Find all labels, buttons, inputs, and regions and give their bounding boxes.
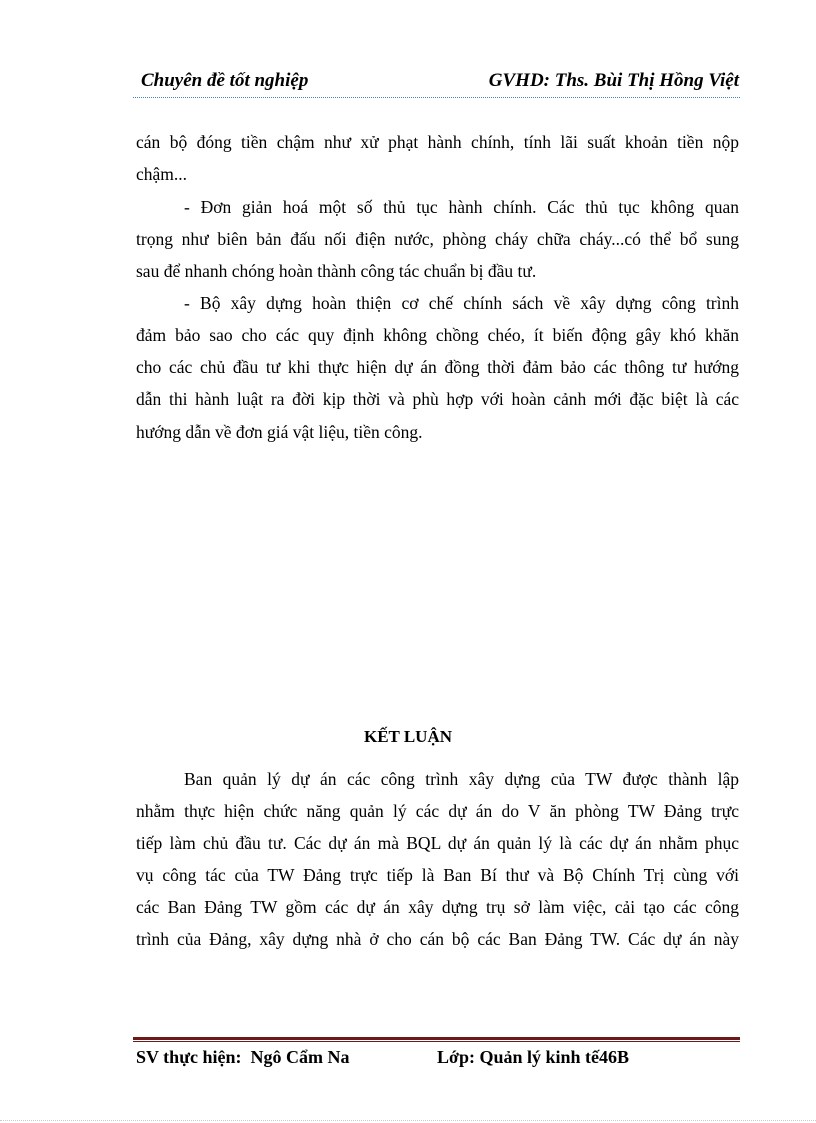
- body-line: - Bộ xây dựng hoàn thiện cơ chế chính sách về xây dựng công trình: [184, 293, 739, 313]
- header-right: GVHD: Ths. Bùi Thị Hồng Việt: [488, 70, 739, 91]
- body-line: cho các chủ đầu tư khi thực hiện dự án đồng thời đảm bảo các thông tư hướng: [136, 357, 739, 377]
- body-line: đảm bảo sao cho các quy định không chồng chéo, ít biến động gây khó khăn: [136, 325, 739, 345]
- header-rule: [133, 97, 740, 98]
- conclusion-line: vụ công tác của TW Đảng trực tiếp là Ban Bí thư và Bộ Chính Trị cùng với: [136, 865, 739, 885]
- conclusion-line: nhằm thực hiện chức năng quản lý các dự án do V ăn phòng TW Đảng trực: [136, 801, 739, 821]
- conclusion-line: trình của Đảng, xây dựng nhà ở cho cán bộ các Ban Đảng TW. Các dự án này: [136, 929, 739, 949]
- body-line: trọng như biên bản đấu nối điện nước, phòng cháy chữa cháy...có thể bổ sung: [136, 229, 739, 249]
- header-left: Chuyên đề tốt nghiệp: [141, 70, 309, 91]
- conclusion-line: Ban quản lý dự án các công trình xây dựng của TW được thành lập: [184, 769, 739, 789]
- body-line: sau để nhanh chóng hoàn thành công tác chuẩn bị đầu tư.: [136, 261, 537, 281]
- conclusion-line: các Ban Đảng TW gồm các dự án xây dựng trụ sở làm việc, cải tạo các công: [136, 897, 739, 917]
- body-line: chậm...: [136, 164, 188, 184]
- conclusion-line: tiếp làm chủ đầu tư. Các dự án mà BQL dự án quản lý là các dự án nhằm phục: [136, 833, 739, 853]
- footer-left: SV thực hiện: Ngô Cẩm Na: [136, 1047, 350, 1067]
- body-line: hướng dẫn về đơn giá vật liệu, tiền công.: [136, 422, 423, 442]
- section-title: KẾT LUẬN: [363, 727, 452, 746]
- body-line: dẫn thi hành luật ra đời kịp thời và phù hợp với hoàn cảnh mới đặc biệt là các: [136, 389, 739, 409]
- page-edge: [0, 1120, 816, 1121]
- footer-right: Lớp: Quản lý kinh tế46B: [437, 1047, 630, 1067]
- footer-rule-thin: [133, 1041, 740, 1042]
- body-line: - Đơn giản hoá một số thủ tục hành chính. Các thủ tục không quan: [184, 197, 739, 217]
- body-line: cán bộ đóng tiền chậm như xử phạt hành chính, tính lãi suất khoản tiền nộp: [136, 132, 739, 152]
- footer-rule: [133, 1037, 740, 1040]
